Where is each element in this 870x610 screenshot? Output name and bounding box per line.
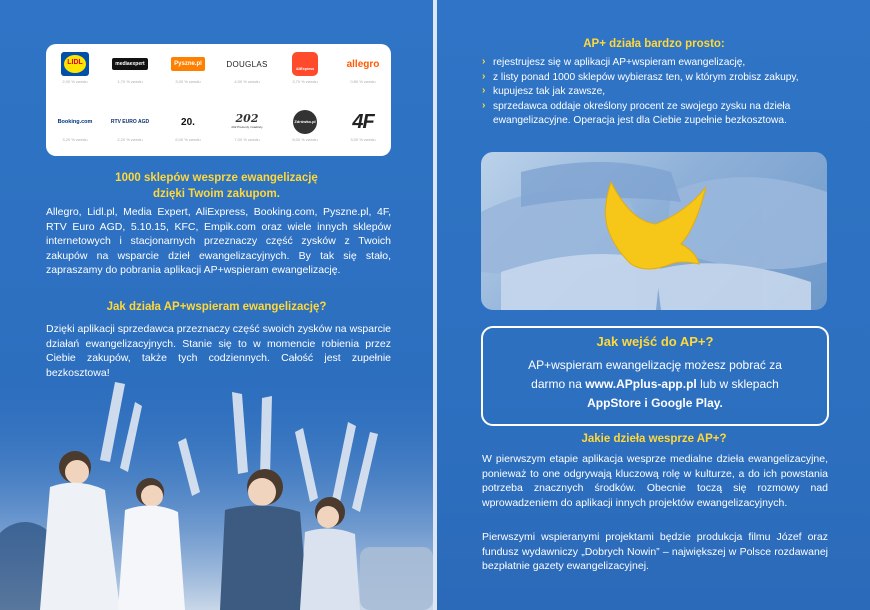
step-item: › z listy ponad 1000 sklepów wybierasz ten, w którym zrobisz zakupy,	[482, 71, 830, 86]
step-item: › kupujesz tak jak zawsze,	[482, 85, 830, 100]
heading-how-it-works: Jak działa AP+wspieram ewangelizację?	[106, 301, 327, 313]
logo-booking: Booking.com 3,20 % zwrotu	[57, 119, 93, 142]
step-item: › sprzedawca oddaje określony procent ze swojego zysku na dzieła ewangelizacyjne. Operacja jest dla Ciebie zupełnie bezkosztowa.	[482, 100, 830, 129]
steps-list	[482, 56, 830, 129]
app-url-link[interactable]: www.APplus-app.pl	[585, 377, 697, 391]
step-item: › rejestrujesz się w aplikacji AP+wspieram ewangelizację,	[482, 56, 830, 71]
logo-allegro: allegro 0,80 % zwrotu	[346, 58, 380, 84]
logo-4f: 4F 3,00 % zwrotu	[350, 110, 376, 142]
left-page	[0, 0, 433, 610]
logo-202-prezenty: 202 202 Prezenty i Gadżety 7,00 % zwrotu	[231, 111, 263, 142]
photo-young-people-celebrating	[0, 372, 433, 610]
paragraph-projects: Pierwszymi wspieranymi projektami będzie produkcja filmu Józef oraz fundusz wydawniczy „Dobrych Nowin” – największej w Polsce rozdawanej bezpłatnie gazety ewangelizacyjnej.	[482, 531, 828, 572]
logo-media-expert: mediaexpert 1,70 % zwrotu	[105, 52, 155, 84]
logo-douglas: DOUGLAS 4,00 % zwrotu	[226, 59, 268, 84]
box-line-1: AP+wspieram ewangelizację możesz pobrać za	[528, 358, 782, 372]
paragraph-what-works: W pierwszym etapie aplikacja wesprze medialne dzieła ewangelizacyjne, ponieważ to one odgrywają kluczową rolę w kulturze, a do ich powstania potrzeba znacznych środków. Obecnie toczą się rozmowy nad wprowadzeniem do aplikacji innych projektów ewangelizacyjnych.	[482, 453, 828, 509]
logo-lidl: LIDL 2,00 % zwrotu	[50, 52, 100, 84]
logo-rtv-euro-agd: RTV EURO AGD 2,20 % zwrotu	[110, 119, 150, 142]
logo-5-10-15: 20. 6,00 % zwrotu	[175, 116, 201, 142]
box-line-3: AppStore i Google Play.	[587, 396, 723, 410]
store-logos-card	[46, 44, 391, 156]
box-heading: Jak wejść do AP+?	[596, 334, 714, 349]
heading-1000-stores: 1000 sklepów wesprze ewangelizację dzięki Twoim zakupom.	[115, 172, 318, 200]
box-line-2: darmo na www.APplus-app.pl lub w sklepach	[531, 377, 779, 391]
heading-what-works: Jakie dzieła wesprze AP+?	[581, 433, 727, 445]
logo-aliexpress: AliExpress 3,70 % zwrotu	[280, 52, 330, 84]
paragraph-stores: Allegro, Lidl.pl, Media Expert, AliExpress, Booking.com, Pyszne.pl, 4F, RTV Euro AGD, 5.10.15, KFC, Empik.com oraz wiele innych sklepów internetowych i stacjonarnych przeznaczy część zysków z Twoich zakupów na wsparcie dzieł ewangelizacyjnych. By tak się stało, zapraszamy do pobrania aplikacji AP+wspieram ewangelizację.	[46, 206, 391, 276]
heading-ap-simple: AP+ działa bardzo prosto:	[583, 38, 725, 50]
how-to-join-box	[481, 326, 829, 426]
logo-zdrowko: Zdrówko.pl 8,00 % zwrotu	[280, 110, 330, 142]
photo-hands-with-dove	[481, 152, 827, 310]
logo-pyszne: Pyszne.pl 3,00 % zwrotu	[163, 52, 213, 84]
paragraph-how-it-works: Dzięki aplikacji sprzedawca przeznaczy część swoich zysków na wsparcie działań ewangelizacyjnych. Stanie się to w momencie robienia przez Ciebie zakupów, także tych codziennych. Całość jest zupełnie	[46, 323, 391, 364]
